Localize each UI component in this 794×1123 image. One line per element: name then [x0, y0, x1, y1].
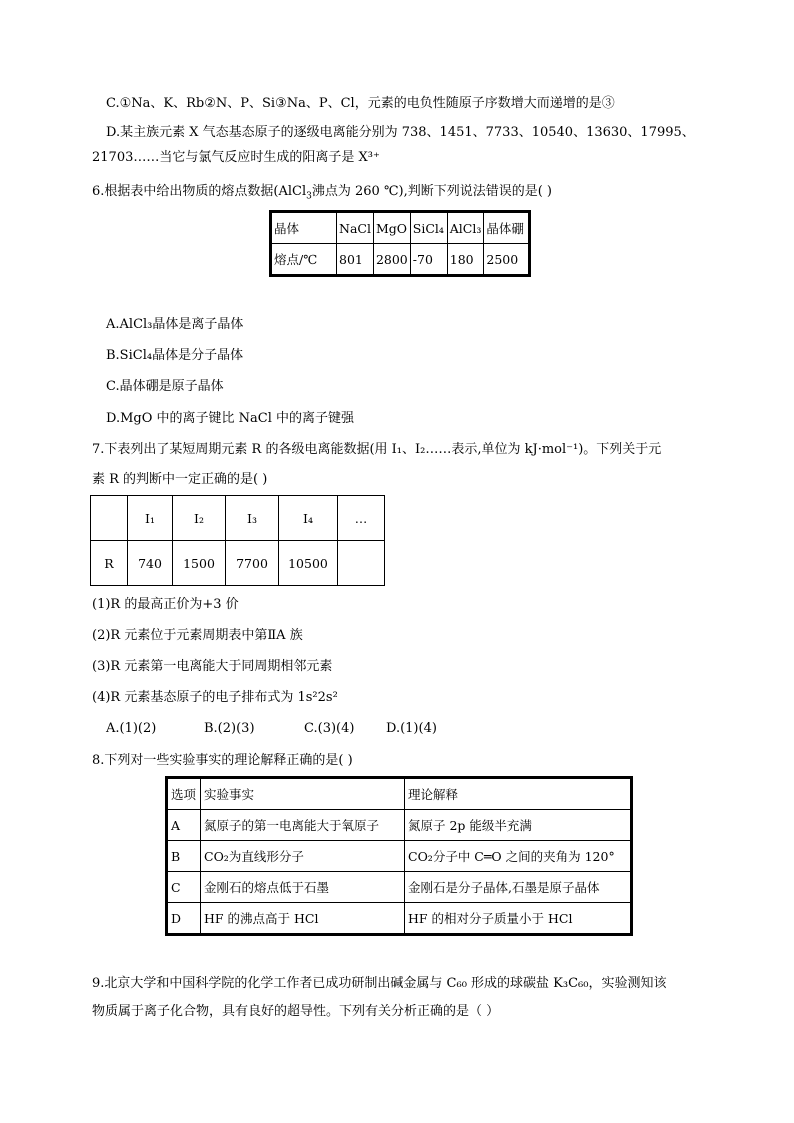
table-cell: 理论解释	[405, 778, 632, 810]
q7-choice-b: B.(2)(3)	[204, 721, 255, 736]
table-cell: 10500	[279, 541, 338, 586]
table-cell: A	[167, 810, 201, 841]
table-row	[271, 212, 530, 244]
q7-choice-c: C.(3)(4)	[304, 721, 355, 736]
table-cell: NaCl	[337, 212, 374, 244]
table-cell: 180	[447, 244, 484, 276]
q7-statement-1: (1)R 的最高正价为+3 价	[92, 597, 239, 612]
table-row	[167, 778, 632, 810]
table-cell	[338, 541, 385, 586]
table-cell: HF 的相对分子质量小于 HCl	[405, 903, 632, 935]
q9-stem-line1: 9.北京大学和中国科学院的化学工作者已成功研制出碱金属与 C₆₀ 形成的球碳盐 K₃C₆₀，实验测知该	[92, 976, 667, 991]
table-cell: 氮原子 2p 能级半充满	[405, 810, 632, 841]
table-cell: I₄	[279, 496, 338, 541]
q5-option-c: C.①Na、K、Rb②N、P、Si③Na、P、Cl，元素的电负性随原子序数增大而递增的是③	[106, 96, 615, 111]
q6-option-c: C.晶体硼是原子晶体	[106, 379, 224, 394]
table-cell: I₂	[173, 496, 226, 541]
table-cell: -70	[410, 244, 447, 276]
q5-option-d-line2: 21703……当它与氯气反应时生成的阳离子是 X³⁺	[92, 150, 380, 165]
q7-stem-line2: 素 R 的判断中一定正确的是( )	[92, 472, 268, 487]
table-cell: D	[167, 903, 201, 935]
q7-choice-a: A.(1)(2)	[106, 721, 157, 736]
table-cell: 金刚石是分子晶体,石墨是原子晶体	[405, 872, 632, 903]
table-cell	[91, 496, 128, 541]
q6-option-a: A.AlCl₃晶体是离子晶体	[106, 317, 244, 332]
q8-explanation-table	[165, 776, 633, 936]
table-cell: 801	[337, 244, 374, 276]
table-cell: B	[167, 841, 201, 872]
table-cell: AlCl₃	[447, 212, 484, 244]
table-cell: CO₂分子中 C═O 之间的夹角为 120°	[405, 841, 632, 872]
table-cell: R	[91, 541, 128, 586]
q6-melting-point-table	[269, 210, 531, 277]
table-row	[91, 496, 385, 541]
table-cell: 实验事实	[201, 778, 405, 810]
q5-option-d-line1: D.某主族元素 X 气态基态原子的逐级电离能分别为 738、1451、7733、10540、13630、17995、	[106, 125, 695, 140]
table-row	[167, 903, 632, 935]
q6-option-b: B.SiCl₄晶体是分子晶体	[106, 348, 244, 363]
table-cell: 选项	[167, 778, 201, 810]
q7-statement-2: (2)R 元素位于元素周期表中第ⅡA 族	[92, 628, 303, 643]
table-row	[167, 872, 632, 903]
q7-stem-line1: 7.下表列出了某短周期元素 R 的各级电离能数据(用 I₁、I₂……表示,单位为 kJ·mol⁻¹)。下列关于元	[92, 442, 662, 457]
q7-statement-3: (3)R 元素第一电离能大于同周期相邻元素	[92, 659, 333, 674]
table-row	[167, 841, 632, 872]
table-cell: C	[167, 872, 201, 903]
table-cell: …	[338, 496, 385, 541]
table-cell: 氮原子的第一电离能大于氧原子	[201, 810, 405, 841]
q8-stem: 8.下列对一些实验事实的理论解释正确的是( )	[92, 753, 353, 768]
q9-stem-line2: 物质属于离子化合物，具有良好的超导性。下列有关分析正确的是（ ）	[92, 1004, 500, 1019]
table-cell: HF 的沸点高于 HCl	[201, 903, 405, 935]
table-cell: CO₂为直线形分子	[201, 841, 405, 872]
table-cell: MgO	[373, 212, 410, 244]
q7-statement-4: (4)R 元素基态原子的电子排布式为 1s²2s²	[92, 690, 338, 705]
table-cell: 金刚石的熔点低于石墨	[201, 872, 405, 903]
q6-stem: 6.根据表中给出物质的熔点数据(AlCl$_3$沸点为 260 ℃),判断下列说法错误的是( )	[92, 184, 552, 202]
table-cell: 晶体硼	[484, 212, 530, 244]
table-cell: 2800	[373, 244, 410, 276]
table-row	[271, 244, 530, 276]
table-cell: 晶体	[271, 212, 337, 244]
table-cell: 740	[128, 541, 173, 586]
table-cell: SiCl₄	[410, 212, 447, 244]
q7-choice-d: D.(1)(4)	[386, 721, 437, 736]
table-cell: I₃	[226, 496, 279, 541]
table-cell: 熔点/℃	[271, 244, 337, 276]
table-row	[91, 541, 385, 586]
table-cell: 1500	[173, 541, 226, 586]
table-row	[167, 810, 632, 841]
table-cell: I₁	[128, 496, 173, 541]
q7-ionization-table	[90, 495, 385, 586]
table-cell: 7700	[226, 541, 279, 586]
q6-option-d: D.MgO 中的离子键比 NaCl 中的离子键强	[106, 411, 355, 426]
table-cell: 2500	[484, 244, 530, 276]
